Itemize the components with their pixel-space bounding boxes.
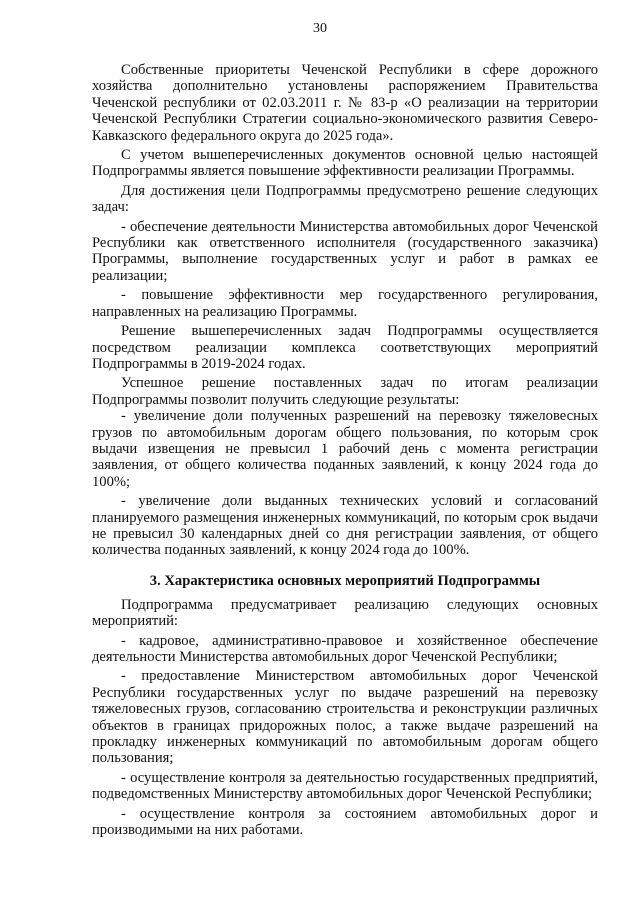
paragraph: С учетом вышеперечисленных документов основной целью настоящей Подпрограммы является повышение эффективности реализации Программы.	[92, 147, 598, 180]
list-item: - обеспечение деятельности Министерства автомобильных дорог Чеченской Республики как ответственного исполнителя (государственного заказчика) Программы, выполнение государственных услуг и работ в рамках ее реализации;	[92, 218, 598, 284]
page-number: 30	[313, 21, 327, 36]
paragraph: Собственные приоритеты Чеченской Республики в сфере дорожного хозяйства дополнительно установлены распоряжением Правительства Чеченской республики от 02.03.2011 г. № 83-р «О реализации на территории Чеченской Республики Стратегии социально-экономического развития Северо-Кавказского федерального округа до 2025 года».	[92, 62, 598, 144]
list-item: - увеличение доли полученных разрешений на перевозку тяжеловесных грузов по автомобильным дорогам общего пользования, по которым срок выдачи извещения не превысил 1 рабочий день с момента регистрации заявления, от общего количества поданных заявлений, к концу 2024 года до 100%;	[92, 408, 598, 490]
list-item: - осуществление контроля за состоянием автомобильных дорог и производимыми на них работами.	[92, 805, 598, 839]
section-title: 3. Характеристика основных мероприятий Подпрограммы	[149, 572, 541, 589]
paragraph: Для достижения цели Подпрограммы предусмотрено решение следующих задач:	[92, 182, 598, 216]
list-item: - предоставление Министерством автомобильных дорог Чеченской Республики государственных услуг по выдаче разрешений на перевозку тяжеловесных грузов, согласованию строительства и реконструкции различных объектов в границах придорожных полос, а также выдаче разрешений на прокладку инженерных коммуникаций по автомобильным дорогам общего пользования;	[92, 668, 598, 767]
paragraph: Успешное решение поставленных задач по итогам реализации Подпрограммы позволит получить следующие результаты:	[92, 375, 598, 408]
list-item: - повышение эффективности мер государственного регулирования, направленных на реализацию Программы.	[92, 287, 598, 320]
list-item: - кадровое, административно-правовое и хозяйственное обеспечение деятельности Министерства автомобильных дорог Чеченской Республики;	[92, 632, 598, 665]
list-item: - осуществление контроля за деятельностью государственных предприятий, подведомственных Министерству автомобильных дорог Чеченской Республики;	[92, 769, 598, 803]
paragraph: Подпрограмма предусматривает реализацию следующих основных мероприятий:	[92, 596, 598, 630]
document-body	[92, 62, 598, 838]
paragraph: Решение вышеперечисленных задач Подпрограммы осуществляется посредством реализации комплекса соответствующих мероприятий Подпрограммы в 2019-2024 годах.	[92, 323, 598, 372]
list-item: - увеличение доли выданных технических условий и согласований планируемого размещения инженерных коммуникаций, по которым срок выдачи не превысил 30 календарных дней со дня регистрации заявления, от общего количества поданных заявлений, к концу 2024 года до 100%.	[92, 493, 598, 559]
